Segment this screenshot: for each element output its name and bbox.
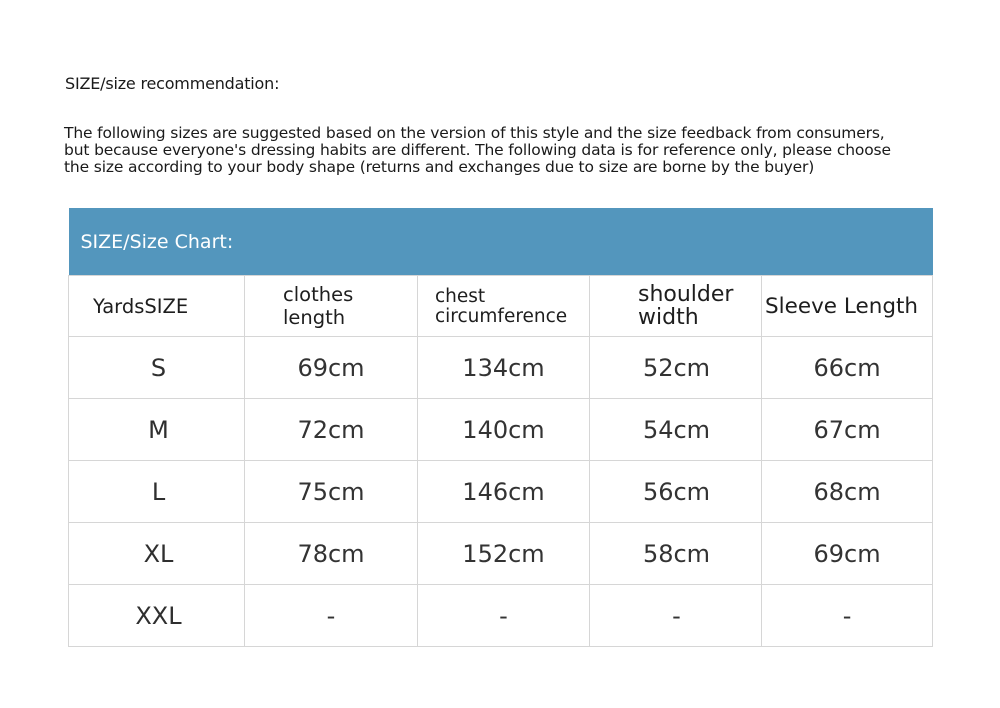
table-row [69,337,933,399]
chest-circumference-cell: 152cm [418,523,590,585]
column-header-label: chest circumference [435,286,568,327]
column-header-sleeve-length [762,276,933,337]
sleeve-length-cell: 67cm [762,399,933,461]
intro-line: but because everyone's dressing habits are different. The following data is for reference only, please choose [64,141,891,159]
size-cell: XXL [69,585,245,647]
shoulder-width-cell: 52cm [590,337,762,399]
chest-circumference-cell: 140cm [418,399,590,461]
page-heading: SIZE/size recommendation: [65,74,280,93]
shoulder-width-cell: 54cm [590,399,762,461]
shoulder-width-cell: 58cm [590,523,762,585]
column-header-label: shoulder width [638,282,734,330]
shoulder-width-cell: 56cm [590,461,762,523]
chest-circumference-cell: 146cm [418,461,590,523]
size-cell: M [69,399,245,461]
shoulder-width-cell: - [590,585,762,647]
chest-circumference-cell: 134cm [418,337,590,399]
column-header-shoulder-width [590,276,762,337]
sleeve-length-cell: - [762,585,933,647]
size-cell: S [69,337,245,399]
column-header-label: Sleeve Length [765,293,919,319]
sleeve-length-cell: 68cm [762,461,933,523]
table-row [69,585,933,647]
size-cell: XL [69,523,245,585]
size-cell: L [69,461,245,523]
table-row [69,399,933,461]
table-header-row [69,276,933,337]
sleeve-length-cell: 66cm [762,337,933,399]
column-header-size [69,276,245,337]
sleeve-length-cell: 69cm [762,523,933,585]
column-header-label: clothes length [283,283,354,329]
size-chart-banner [69,208,933,276]
clothes-length-cell: 78cm [245,523,418,585]
clothes-length-cell: 69cm [245,337,418,399]
table-row [69,523,933,585]
column-header-label: YardsSIZE [93,294,189,318]
size-chart-title: SIZE/Size Chart: [69,208,933,276]
clothes-length-cell: 72cm [245,399,418,461]
column-header-chest-circumference [418,276,590,337]
table-row [69,461,933,523]
column-header-clothes-length [245,276,418,337]
clothes-length-cell: 75cm [245,461,418,523]
chest-circumference-cell: - [418,585,590,647]
clothes-length-cell: - [245,585,418,647]
intro-line: the size according to your body shape (returns and exchanges due to size are borne by the buyer) [64,158,815,176]
size-chart-table [68,208,933,647]
intro-paragraph [64,125,944,176]
intro-line: The following sizes are suggested based on the version of this style and the size feedback from consumers, [64,124,885,142]
